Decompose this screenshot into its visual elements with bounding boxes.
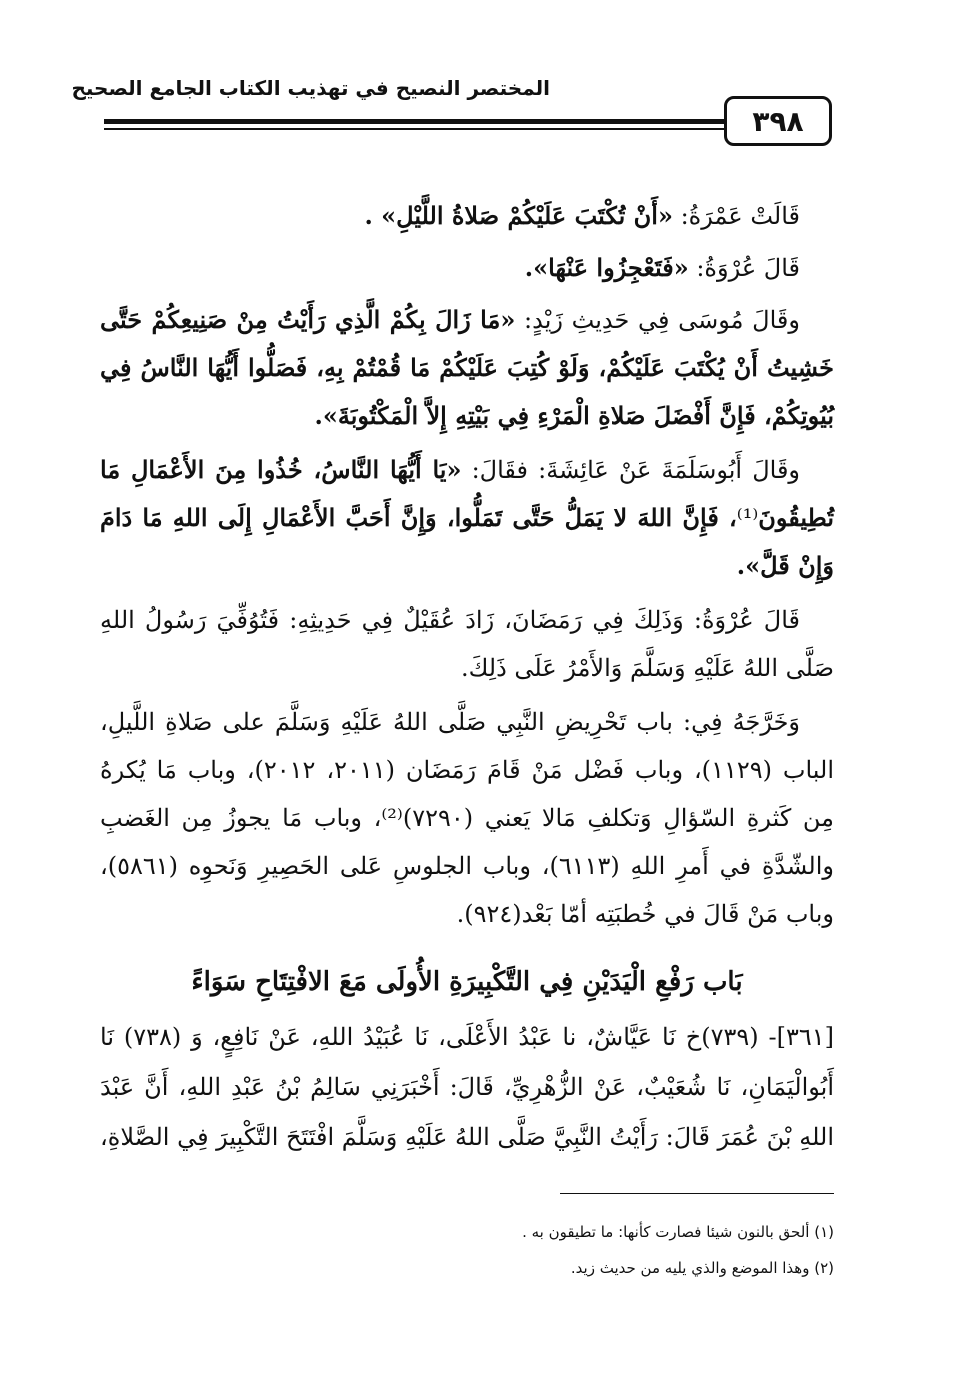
running-title: المختصر النصيح في تهذيب الكتاب الجامع الصحيح: [71, 76, 550, 100]
footnote-2: (٢) وهذا الموضع والذي يليه من حديث زيد.: [570, 1259, 834, 1277]
main-text: [100, 192, 834, 944]
paragraph-urwa-ramadan: قَالَ عُرْوَةُ: وَذَلِكَ فِي رَمَضَانَ، زَادَ عُقَيْلٌ فِي حَدِيثِهِ: فَتُوُفِّيَ رَسُولُ اللهِ صَلَّى اللهُ عَلَيْهِ وَسَلَّمَ وَالأَمْرُ عَلَى ذَلِكَ.: [100, 606, 834, 682]
paragraph-cross-references: [100, 698, 834, 938]
footnote-divider: [560, 1193, 834, 1194]
paragraph-abu-salama: [100, 446, 834, 590]
header-rule-thick: [104, 119, 728, 124]
paragraph-intro: وقَالَ أَبُوسَلَمَةَ عَنْ عَائِشَةَ: فقَالَ:: [461, 456, 801, 484]
hadith-quote: «يَا أَيُّهَا النَّاسُ، خُذُوا مِنَ الأَعْمَالِ مَا تُطِيقُونَ: [100, 455, 834, 532]
paragraph-amra: [100, 192, 834, 240]
hadith-361: [٣٦١]- (٧٣٩)خ نَا عَيَّاشٌ، نا عَبْدُ الأَعْلَى، نَا عُبَيْدُ اللهِ، عَنْ نَافِعٍ، وَ (٧٣٨) نَا أَبُوالْيَمَانِ، نَا شُعَيْبٌ، عَنْ الزُّهْرِيِّ، قَالَ: أَخْبَرَنِي سَالِمُ بْنُ عَبْدِ اللهِ، أَنَّ عَبْدَ اللهِ بْنَ عُمَرَ قَالَ: رَأَيْتُ النَّبِيَّ صَلَّى اللهُ عَلَيْهِ وَسَلَّمَ افْتَتَحَ التَّكْبِيرَ فِي الصَّلاةِ،: [100, 1023, 835, 1151]
cross-references-text-end: ، وباب مَا يجوزُ مِن الغَضبِ والشّدَّةِ في أَمرِ اللهِ (٦١١٣)، وباب الجلوسِ عَلى الحَصِيرِ وَنَحوِه (٥٨٦١)، وباب مَنْ قَالَ في خُطبَتِه أمّا بَعْد(٩٢٤).: [100, 804, 834, 928]
cross-references-text: وَخَرَّجَهُ فِي: باب تَحْرِيضِ النَّبِي صَلَّى اللهُ عَلَيْهِ وَسَلَّمَ على صَلاةِ اللَّيلِ، الباب (١١٢٩)، وباب فَضْل مَنْ قَامَ رَمَضَان (٢٠١١، ٢٠١٢)، وباب مَا يُكرهُ مِن كَثرةِ السّؤالِ وَتكلفِ مَالا يَعني (٧٢٩٠): [100, 708, 835, 832]
hadith-quote: «فَتَعْجِزُوا عَنْهَا».: [524, 253, 689, 282]
hadith-quote: «أَنْ تُكْتَبَ عَلَيْكُمْ صَلاةُ اللَّيْلِ» .: [364, 201, 673, 230]
paragraph-intro: وقَالَ مُوسَى فِي حَدِيثِ زَيْدٍ:: [515, 306, 800, 334]
footnote-marker: ⁽²⁾: [381, 804, 403, 832]
header-rule-thin: [104, 128, 728, 130]
page-number: ٣٩٨: [724, 96, 832, 146]
hadith-quote: «مَا زَالَ بِكُمْ الَّذِي رَأَيْتُ مِنْ صَنِيعِكُمْ حَتَّى خَشِيتُ أَنْ يُكْتَبَ عَلَيْكُمْ، وَلَوْ كُتِبَ عَلَيْكُمْ مَا قُمْتُمْ بِهِ، فَصَلُّوا أَيُّهَا النَّاسُ فِي بُيُوتِكُمْ، فَإِنَّ أَفْضَلَ صَلاةِ الْمَرْءِ فِي بَيْتِهِ إِلاَّ الْمَكْتُوبَةَ».: [100, 305, 835, 430]
footnote-1: (١) ألحق بالنون شيئا فصارت كأنها: ما تطيقون به .: [522, 1223, 834, 1241]
paragraph-intro: قَالَ عُرْوَةُ:: [688, 254, 800, 282]
footnotes: [100, 1214, 834, 1286]
hadith-quote-end: ، فَإِنَّ اللهَ لا يَمَلُّ حَتَّى تَمَلُّوا، وَإِنَّ أَحَبَّ الأَعْمَالِ إِلَى اللهِ مَا دَامَ وَإِنْ قَلَّ».: [100, 503, 834, 580]
paragraph-musa: [100, 296, 834, 440]
section-heading: بَاب رَفْعِ الْيَدَيْنِ فِي التَّكْبِيرَةِ الأُولَى مَعَ الافْتِتَاحِ سَوَاءً: [191, 967, 743, 997]
paragraph-urwa: [100, 244, 834, 292]
footnote-marker: ⁽¹⁾: [736, 504, 759, 532]
paragraph-intro: قَالَتْ عَمْرَةُ:: [672, 202, 800, 230]
